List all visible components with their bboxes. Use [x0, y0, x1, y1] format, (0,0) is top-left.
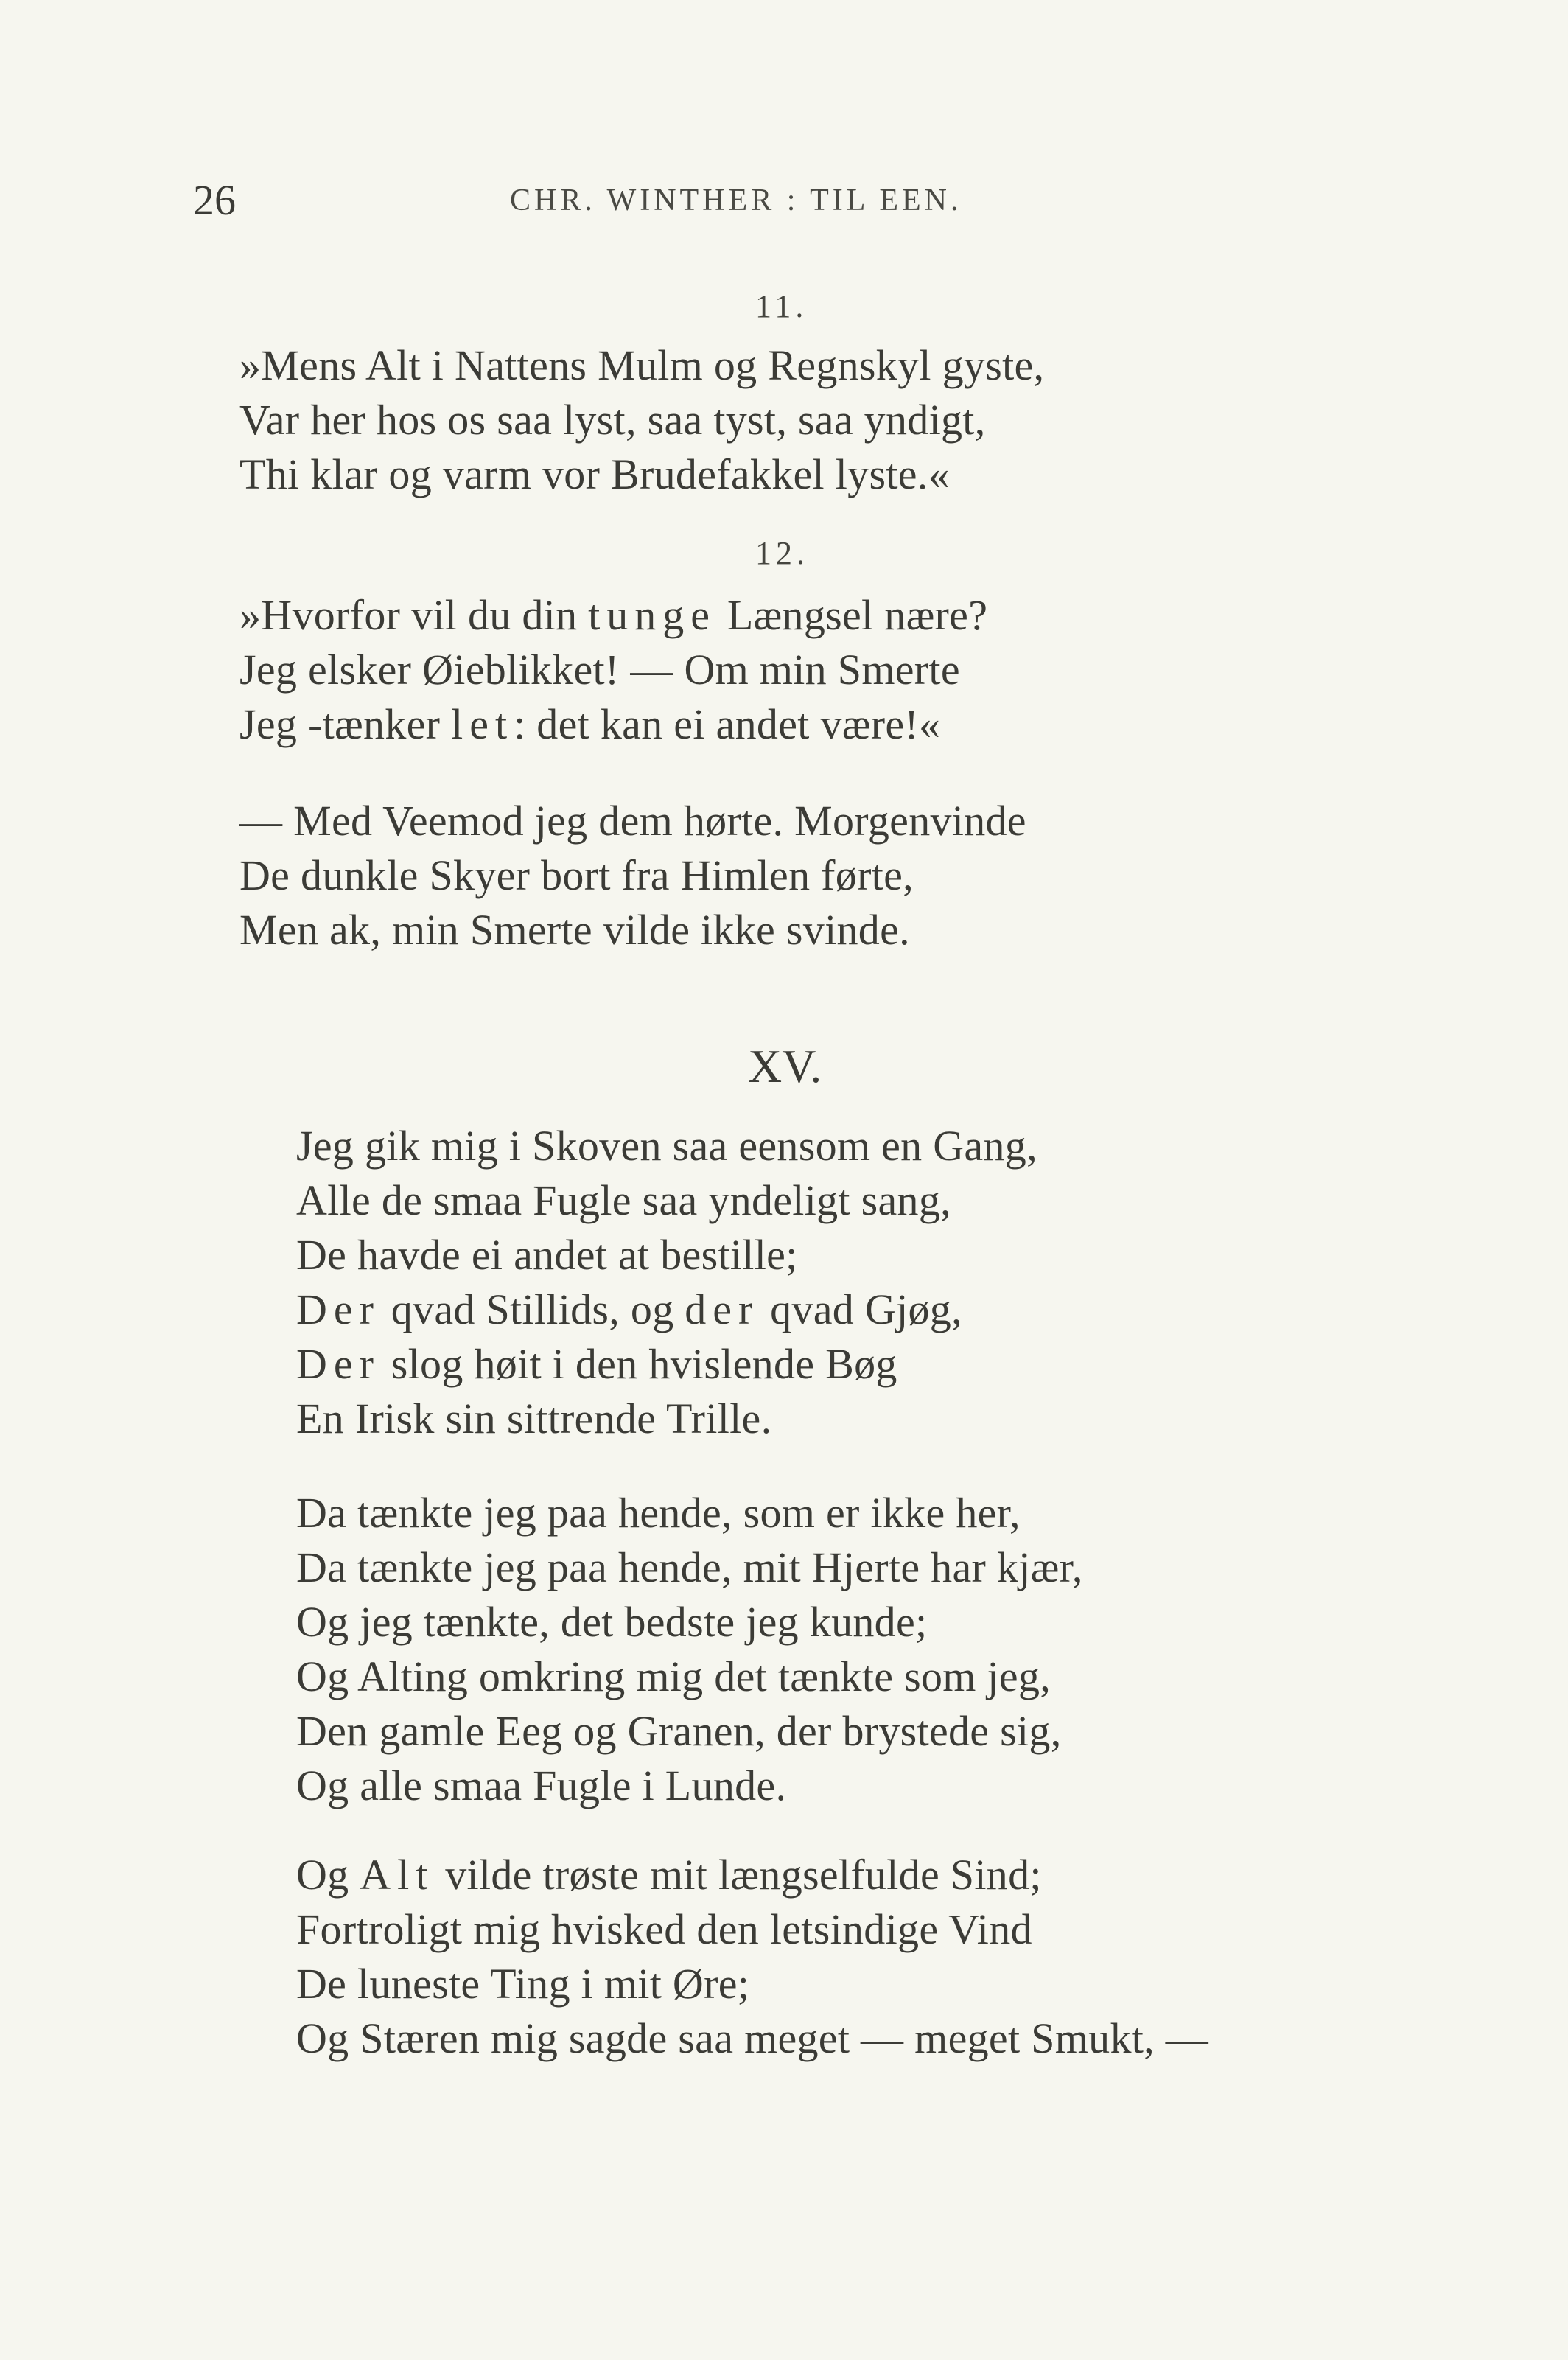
- verse-line: Fortroligt mig hvisked den letsindige Vind: [296, 1905, 1032, 1953]
- text-run: Længsel nære?: [716, 591, 988, 639]
- verse-line: Og Stæren mig sagde saa meget — meget Smukt, —: [296, 2014, 1209, 2062]
- verse-line: Den gamle Eeg og Granen, der brystede sig,: [296, 1707, 1062, 1755]
- spaced-emphasis: Der: [296, 1285, 380, 1333]
- verse-line: Og alle smaa Fugle i Lunde.: [296, 1762, 787, 1809]
- text-run: slog høit i den hvislende Bøg: [379, 1340, 897, 1388]
- verse-line: Var her hos os saa lyst, saa tyst, saa yndigt,: [239, 396, 986, 444]
- verse-line: — Med Veemod jeg dem hørte. Morgenvinde: [239, 797, 1026, 845]
- verse-line: Og Alting omkring mig det tænkte som jeg,: [296, 1652, 1051, 1700]
- text-run: Og: [296, 1851, 360, 1899]
- verse-line: »Mens Alt i Nattens Mulm og Regnskyl gyste,: [239, 341, 1045, 389]
- poem-xv-stanza-2: [296, 1486, 1083, 1813]
- verse-line: Jeg elsker Øieblikket! — Om min Smerte: [239, 646, 960, 694]
- verse-line: De havde ei andet at bestille;: [296, 1231, 798, 1279]
- page-number: 26: [193, 176, 236, 224]
- spaced-emphasis: let: [451, 700, 514, 748]
- verse-line: [239, 697, 987, 752]
- verse-line: [239, 588, 987, 643]
- text-run: qvad Gjøg,: [759, 1285, 962, 1333]
- closing-stanza: [239, 794, 1026, 957]
- page-header: [193, 171, 1048, 230]
- text-run: vilde trøste mit længselfulde Sind;: [434, 1851, 1042, 1899]
- text-run: »Hvorfor vil du din: [239, 591, 589, 639]
- verse-line: Alle de smaa Fugle saa yndeligt sang,: [296, 1176, 951, 1224]
- verse-line: [296, 1337, 1037, 1392]
- verse-line: Jeg gik mig i Skoven saa eensom en Gang,: [296, 1122, 1037, 1170]
- poem-xv-stanza-1: [296, 1119, 1037, 1446]
- text-run: qvad Stillids, og: [379, 1285, 685, 1333]
- text-run: : det kan ei andet være!«: [514, 700, 941, 748]
- verse-line: De luneste Ting i mit Øre;: [296, 1960, 750, 2008]
- poem-title-xv: XV.: [748, 1040, 822, 1092]
- verse-line: En Irisk sin sittrende Trille.: [296, 1394, 772, 1442]
- section-number-12: 12.: [755, 535, 809, 571]
- verse-line: Men ak, min Smerte vilde ikke svinde.: [239, 906, 910, 954]
- poem-xv-stanza-3: [296, 1848, 1208, 2066]
- spaced-emphasis: tunge: [588, 591, 717, 639]
- verse-line: Og jeg tænkte, det bedste jeg kunde;: [296, 1598, 928, 1646]
- verse-line: Da tænkte jeg paa hende, mit Hjerte har kjær,: [296, 1543, 1083, 1591]
- verse-line: [296, 1848, 1208, 1902]
- spaced-emphasis: der: [685, 1285, 760, 1333]
- stanza-11: [239, 338, 1044, 502]
- spaced-emphasis: Der: [296, 1340, 380, 1388]
- verse-line: De dunkle Skyer bort fra Himlen førte,: [239, 851, 914, 899]
- running-title: CHR. WINTHER : TIL EEN.: [510, 184, 962, 217]
- section-number-11: 11.: [755, 288, 808, 324]
- spaced-emphasis: Alt: [360, 1851, 435, 1899]
- verse-line: Thi klar og varm vor Brudefakkel lyste.«: [239, 450, 950, 498]
- verse-line: [296, 1282, 1037, 1337]
- verse-line: Da tænkte jeg paa hende, som er ikke her,: [296, 1489, 1021, 1537]
- text-run: Jeg -tænker: [239, 700, 452, 748]
- stanza-12: [239, 588, 987, 752]
